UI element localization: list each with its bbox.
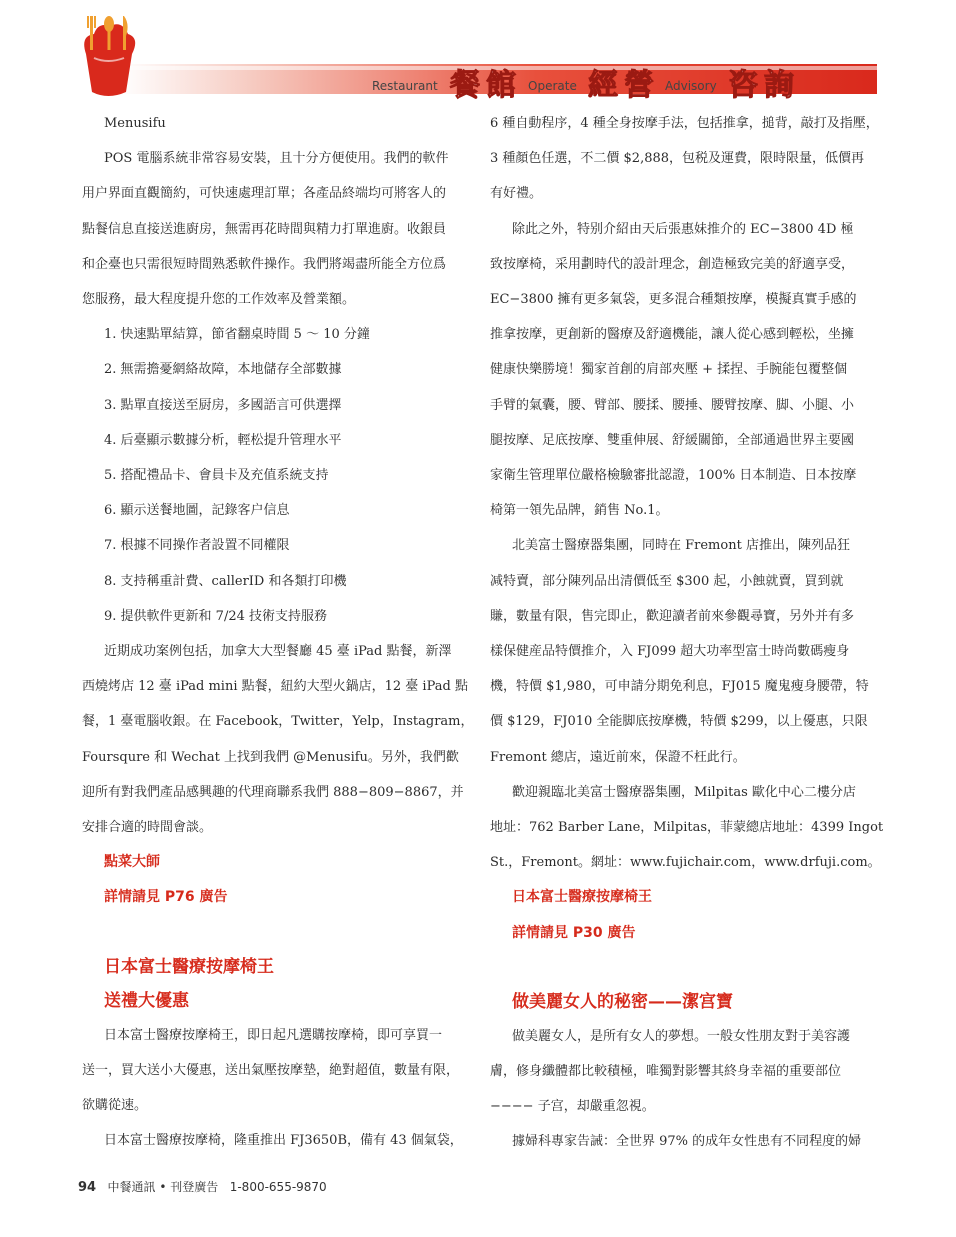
- header-restaurant-zh: 餐館: [450, 68, 522, 103]
- text-line: Fremont 總店，遠近前來，保證不枉此行。: [490, 749, 746, 765]
- text-line: Foursqure 和 Wechat 上找到我們 @Menusifu。另外，我們歡: [82, 749, 459, 765]
- text-line: 3 種顏色任選，不二價 $2,888，包税及運費，限時限量，低價再: [490, 151, 865, 167]
- text-line: 3. 點單直接送至厨房，多國語言可供選擇: [104, 397, 342, 413]
- text-line: 6. 顯示送餐地圖，記錄客户信息: [104, 503, 290, 519]
- text-line: 點餐信息直接送進廚房，無需再花時間與精力打單進廚。收銀員: [82, 221, 447, 237]
- text-line: 7. 根據不同操作者設置不同權限: [104, 538, 290, 554]
- chef-hat-utensils-logo-icon: [76, 14, 140, 100]
- text-line: 歡迎親臨北美富士醫療器集團，Milpitas 歐化中心二樓分店: [512, 784, 856, 800]
- header-advisory-en: Advisory: [665, 79, 717, 93]
- header-operate-zh: 經營: [588, 68, 660, 103]
- footer: [78, 1178, 327, 1195]
- text-line: 椅第一領先品牌，銷售 No.1。: [490, 503, 669, 519]
- text-line: 4. 后臺顯示數據分析，輕松提升管理水平: [104, 432, 342, 448]
- left-article-text: [82, 106, 482, 845]
- text-line: 近期成功案例包括，加拿大大型餐廳 45 臺 iPad 點餐，新澤: [104, 644, 452, 660]
- text-line: 2. 無需擔憂網絡故障，本地儲存全部數據: [104, 362, 342, 378]
- text-line: 您服務，最大程度提升您的工作效率及營業額。: [82, 292, 356, 308]
- header-operate-en: Operate: [528, 79, 577, 93]
- text-line: 1. 快速點單結算，節省翻桌時間 5 ～ 10 分鐘: [104, 327, 370, 343]
- left-brand-name: 點菜大師: [104, 854, 160, 871]
- text-line: 西燒烤店 12 臺 iPad mini 點餐，紐約大型火鍋店，12 臺 iPad 點: [82, 679, 468, 695]
- text-line: −−−− 子宫，却嚴重忽視。: [490, 1099, 655, 1115]
- text-line: 推拿按摩，更創新的醫療及舒適機能，讓人從心感到輕松，坐擁: [490, 327, 855, 343]
- text-line: 日本富士醫療按摩椅王，即日起凡選購按摩椅，即可享買一: [104, 1027, 443, 1043]
- left-section-heading-2: 送禮大優惠: [104, 990, 189, 1011]
- text-line: 除此之外，特别介紹由天后張惠妹推介的 EC−3800 4D 極: [512, 221, 854, 237]
- text-line: 和企臺也只需很短時間熟悉軟件操作。我們將竭盡所能全方位爲: [82, 256, 447, 272]
- right-column: [490, 106, 890, 1160]
- text-line: 安排合適的時間會談。: [82, 820, 213, 836]
- text-line: 家衛生管理單位嚴格檢驗審批認證，100% 日本制造、日本按摩: [490, 468, 857, 484]
- text-line: 餐，1 臺電腦收銀。在 Facebook，Twitter，Yelp，Instagram，: [82, 714, 474, 730]
- text-line: EC−3800 擁有更多氣袋，更多混合種類按摩，模擬真實手感的: [490, 292, 857, 308]
- publication-name: 中餐通訊 • 刊登廣告: [107, 1180, 219, 1194]
- left-column: [82, 106, 482, 1158]
- left-section-heading-1: 日本富士醫療按摩椅王: [104, 956, 274, 977]
- left-section-text: [82, 1018, 482, 1159]
- header-advisory-zh: 咨詢: [728, 68, 800, 103]
- text-line: 腿按摩、足底按摩、雙重伸展、舒緩關節，全部通過世界主要國: [490, 432, 855, 448]
- text-line: 據婦科專家告誡：全世界 97% 的成年女性患有不同程度的婦: [512, 1134, 862, 1150]
- right-section-text: [490, 1019, 890, 1160]
- text-line: 5. 搭配禮品卡、會員卡及充值系統支持: [104, 468, 329, 484]
- text-line: 迎所有對我們產品感興趣的代理商聯系我們 888−809−8867，并: [82, 784, 464, 800]
- text-line: 减特賣，部分陳列品出清價低至 $300 起，小蝕就賣，買到就: [490, 573, 844, 589]
- header-restaurant-en: Restaurant: [372, 79, 438, 93]
- text-line: 致按摩椅，采用劃時代的設計理念，創造極致完美的舒適享受，: [490, 256, 855, 272]
- text-line: 送一，買大送小大優惠，送出氣壓按摩墊，絶對超值，數量有限，: [82, 1062, 460, 1078]
- right-brand-name: 日本富士醫療按摩椅王: [512, 889, 652, 906]
- text-line: 6 種自動程序，4 種全身按摩手法，包括推拿，搥背，敲打及指壓，: [490, 116, 879, 131]
- text-line: 樣保健産品特價推介，入 FJ099 超大功率型富士時尚數碼瘦身: [490, 644, 850, 660]
- text-line: 價 $129，FJ010 全能脚底按摩機，特價 $299，以上優惠，只限: [490, 714, 868, 730]
- text-line: 日本富士醫療按摩椅，隆重推出 FJ3650B，備有 43 個氣袋，: [104, 1133, 463, 1149]
- text-line: 8. 支持稱重計費、callerID 和各類打印機: [104, 573, 347, 589]
- text-line: 有好禮。: [490, 186, 543, 202]
- right-article-text: [490, 106, 890, 880]
- left-ad-reference: 詳情請見 P76 廣告: [104, 889, 228, 906]
- footer-phone: 1-800-655-9870: [229, 1180, 327, 1194]
- text-line: 9. 提供軟件更新和 7/24 技術支持服務: [104, 608, 327, 624]
- text-line: 欲購從速。: [82, 1098, 148, 1114]
- page-number: 94: [78, 1180, 97, 1195]
- right-section-heading: 做美麗女人的秘密——潔宫寶: [512, 991, 733, 1012]
- text-line: 機，特價 $1,980，可申請分期免利息，FJ015 魔鬼瘦身腰帶，特: [490, 679, 869, 695]
- text-line: Menusifu: [104, 116, 166, 131]
- text-line: 用户界面直觀簡約，可快速處理訂單；各產品終端均可將客人的: [82, 186, 447, 202]
- right-ad-reference: 詳情請見 P30 廣告: [512, 924, 636, 941]
- text-line: 北美富士醫療器集團，同時在 Fremont 店推出，陳列品狂: [512, 538, 850, 554]
- text-line: 手臂的氣囊，腰、臂部、腰揉、腰捶、腰臂按摩、脚、小腿、小: [490, 397, 855, 413]
- text-line: 健康快樂勝境！獨家首創的肩部夾壓 + 揉捏、手腕能包覆整個: [490, 362, 848, 378]
- text-line: 做美麗女人，是所有女人的夢想。一般女性朋友對于美容護: [512, 1028, 851, 1044]
- text-line: POS 電腦系統非常容易安裝，且十分方便使用。我們的軟件: [104, 151, 449, 167]
- text-line: 賺，數量有限，售完即止，歡迎讀者前來參觀尋寶，另外并有多: [490, 608, 855, 624]
- text-line: 膚，修身纖體都比較積極，唯獨對影響其終身幸福的重要部位: [490, 1064, 842, 1080]
- text-line: St.，Fremont。網址：www.fujichair.com，www.drfuji.com。: [490, 855, 881, 871]
- text-line: 地址：762 Barber Lane，Milpitas，菲蒙總店地址：4399 Ingot: [490, 820, 884, 836]
